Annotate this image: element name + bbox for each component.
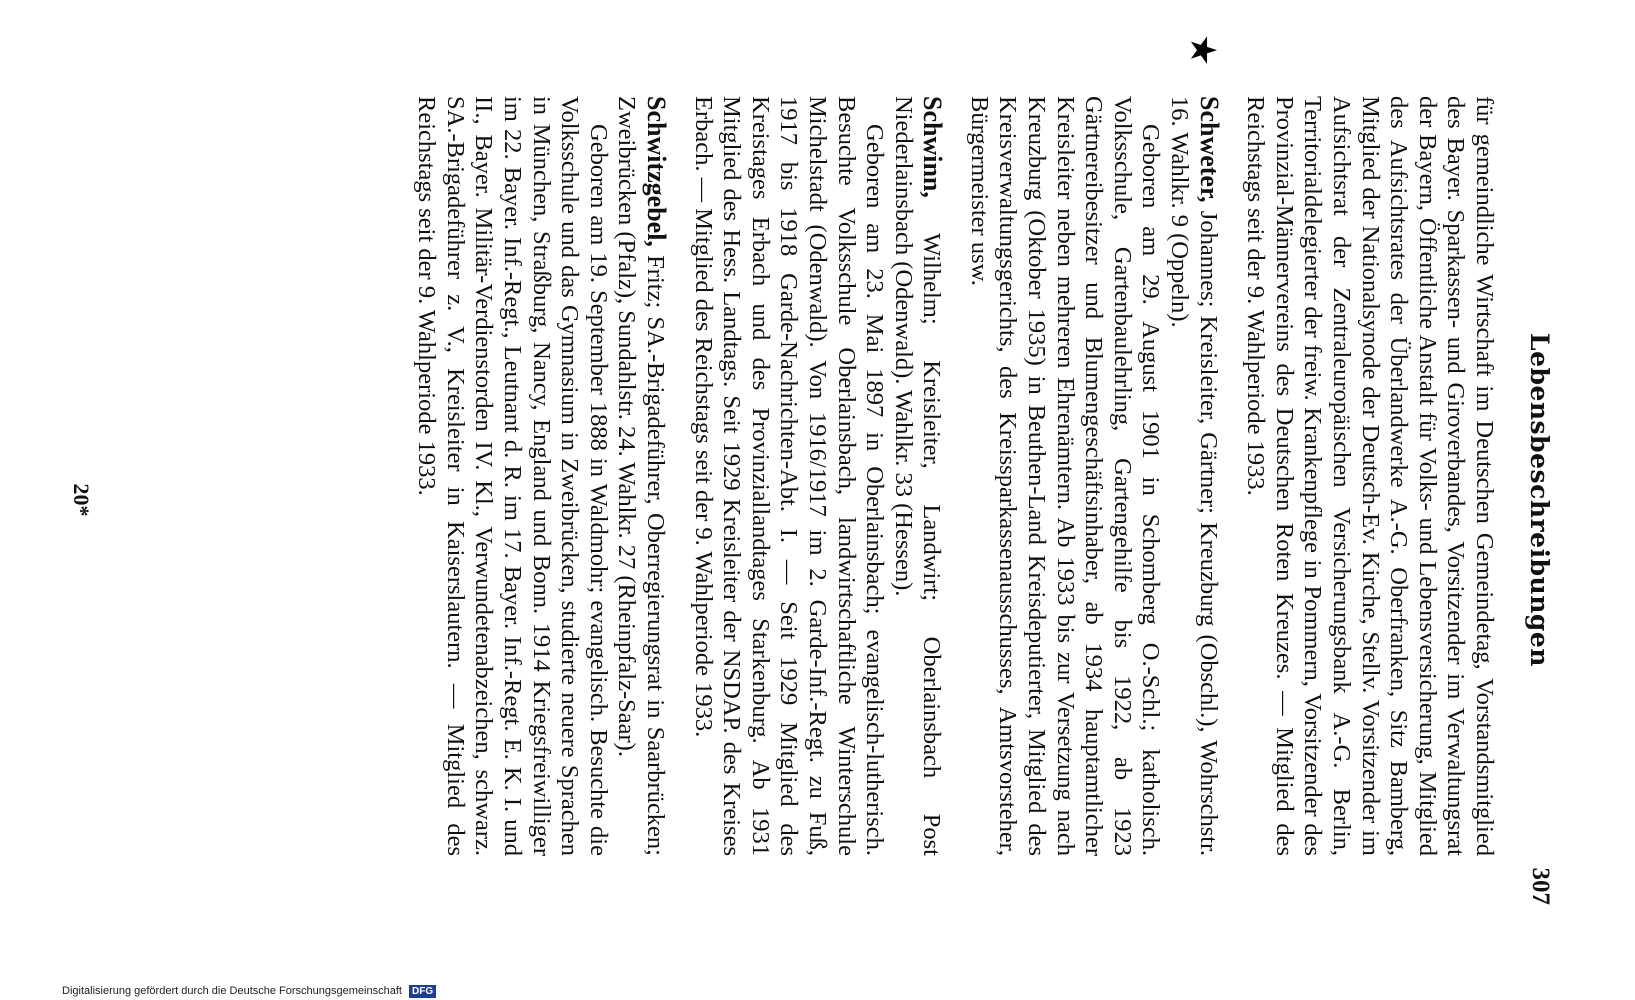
- star-icon: ★: [1182, 34, 1223, 67]
- dfg-logo-icon: DFG: [409, 985, 436, 998]
- continuation-paragraph: für gemeindliche Wirtschaft im Deutschen Gemeindetag, Vorstandsmitglied des Bayer. Sparkassen- und Giroverbandes, Vorsitzender im Verwaltungsrat der Bayern, Öffentliche Anstalt für Volks- und Lebensversicherung, Mitglied des Aufsichtsrates der Überlandwerke A.-G. Oberfranken, Sitz Bamberg, Mitglied der Nationalsynode der Deutsch-Ev. Kirche, Stellv. Vorsitzender im Aufsichtsrat der Zentraleuropäischen Versicherungsbank A.-G. Berlin, Territorialdelegierter der freiw. Krankenpflege in Pommern, Vorsitzender des Provinzial-Männervereins des Deutschen Roten Kreuzes. — Mitglied des Reichstags seit der 9. Wahlperiode 1933.: [1242, 96, 1498, 856]
- entry-body: Geboren am 29. August 1901 in Schomberg O.-Schl.; katholisch. Volksschule, Gartenbaulehrling, Gartengehilfe bis 1922, ab 1923 Gärtnereibesitzer und Blumengeschäftsinhaber, ab 1934 hauptamtlicher Kreisleiter neben mehreren Ehrenämtern. Ab 1933 bis zur Versetzung nach Kreuzburg (Oktober 1935) in Beuthen-Land Kreisdeputierter, Mitglied des Kreisverwaltungsgerichts, des Kreissparkassenausschusses, Amtsvorsteher, Bürgermeister usw.: [965, 96, 1165, 856]
- signature-mark: 20*: [69, 483, 94, 517]
- biography-entry: [412, 96, 670, 856]
- entry-heading: Johannes; Kreisleiter, Gärtner; Kreuzburg (Obschl.), Wohrschstr. 16. Wahlkr. 9 (Oppeln).: [1166, 96, 1222, 856]
- entry-name: Schweter,: [1194, 96, 1224, 203]
- biography-entry: [688, 96, 946, 856]
- digitization-credit: [62, 985, 436, 998]
- entry-heading: Wilhelm; Kreisleiter, Landwirt; Oberlainsbach Post Niederlainsbach (Odenwald). Wahlkr. 33 (Hessen).: [889, 96, 946, 856]
- biography-entry: [964, 34, 1224, 856]
- credit-text: Digitalisierung gefördert durch die Deutsche Forschungsgemeinschaft: [62, 985, 402, 997]
- entry-heading: Fritz; SA.-Brigadeführer, Oberregierungsrat in Saarbrücken; Zweibrücken (Pfalz), Sundahlstr. 24. Wahlkr. 27 (Rheinpfalz-Saar).: [613, 96, 669, 856]
- page-number: 307: [1527, 867, 1554, 905]
- page-header: [1525, 95, 1554, 905]
- running-title: Lebensbeschreibungen: [1525, 333, 1554, 667]
- entry-name: Schwinn,: [918, 96, 948, 198]
- text-body: [412, 34, 1498, 856]
- entry-body: Geboren am 19. September 1888 in Waldmohr; evangelisch. Besuchte die Volksschule und das Gymnasium in Zweibrücken, studierte neuere Sprachen in München, Straßburg, Nancy, England und Bonn. 1914 Kriegsfreiwilliger im 22. Bayer. Inf.-Regt., Leutnant d. R. im 17. Bayer. Inf.-Regt. E. K. I. und II., Bayer. Militär-Verdienstorden IV. Kl., Verwundetenabzeichen, schwarz. SA.-Brigadeführer z. V., Kreisleiter in Kaiserslautern. — Mitglied des Reichstags seit der 9. Wahlperiode 1933.: [413, 96, 612, 856]
- entry-name: Schwitzgebel,: [641, 96, 671, 247]
- entry-body: Geboren am 23. Mai 1897 in Oberlainsbach; evangelisch-lutherisch. Besuchte Volksschule Oberlainsbach, landwirtschaftliche Winterschule Michelstadt (Odenwald). Von 1916/1917 im 2. Garde-Inf.-Regt. zu Fuß, 1917 bis 1918 Garde-Nachrichten-Abt. I. — Seit 1929 Mitglied des Kreistages Erbach und des Provinziallandtages Starkenburg. Ab 1931 Mitglied des Hess. Landtags. Seit 1929 Kreisleiter der NSDAP. des Kreises Erbach. — Mitglied des Reichstags seit der 9. Wahlperiode 1933.: [689, 96, 889, 856]
